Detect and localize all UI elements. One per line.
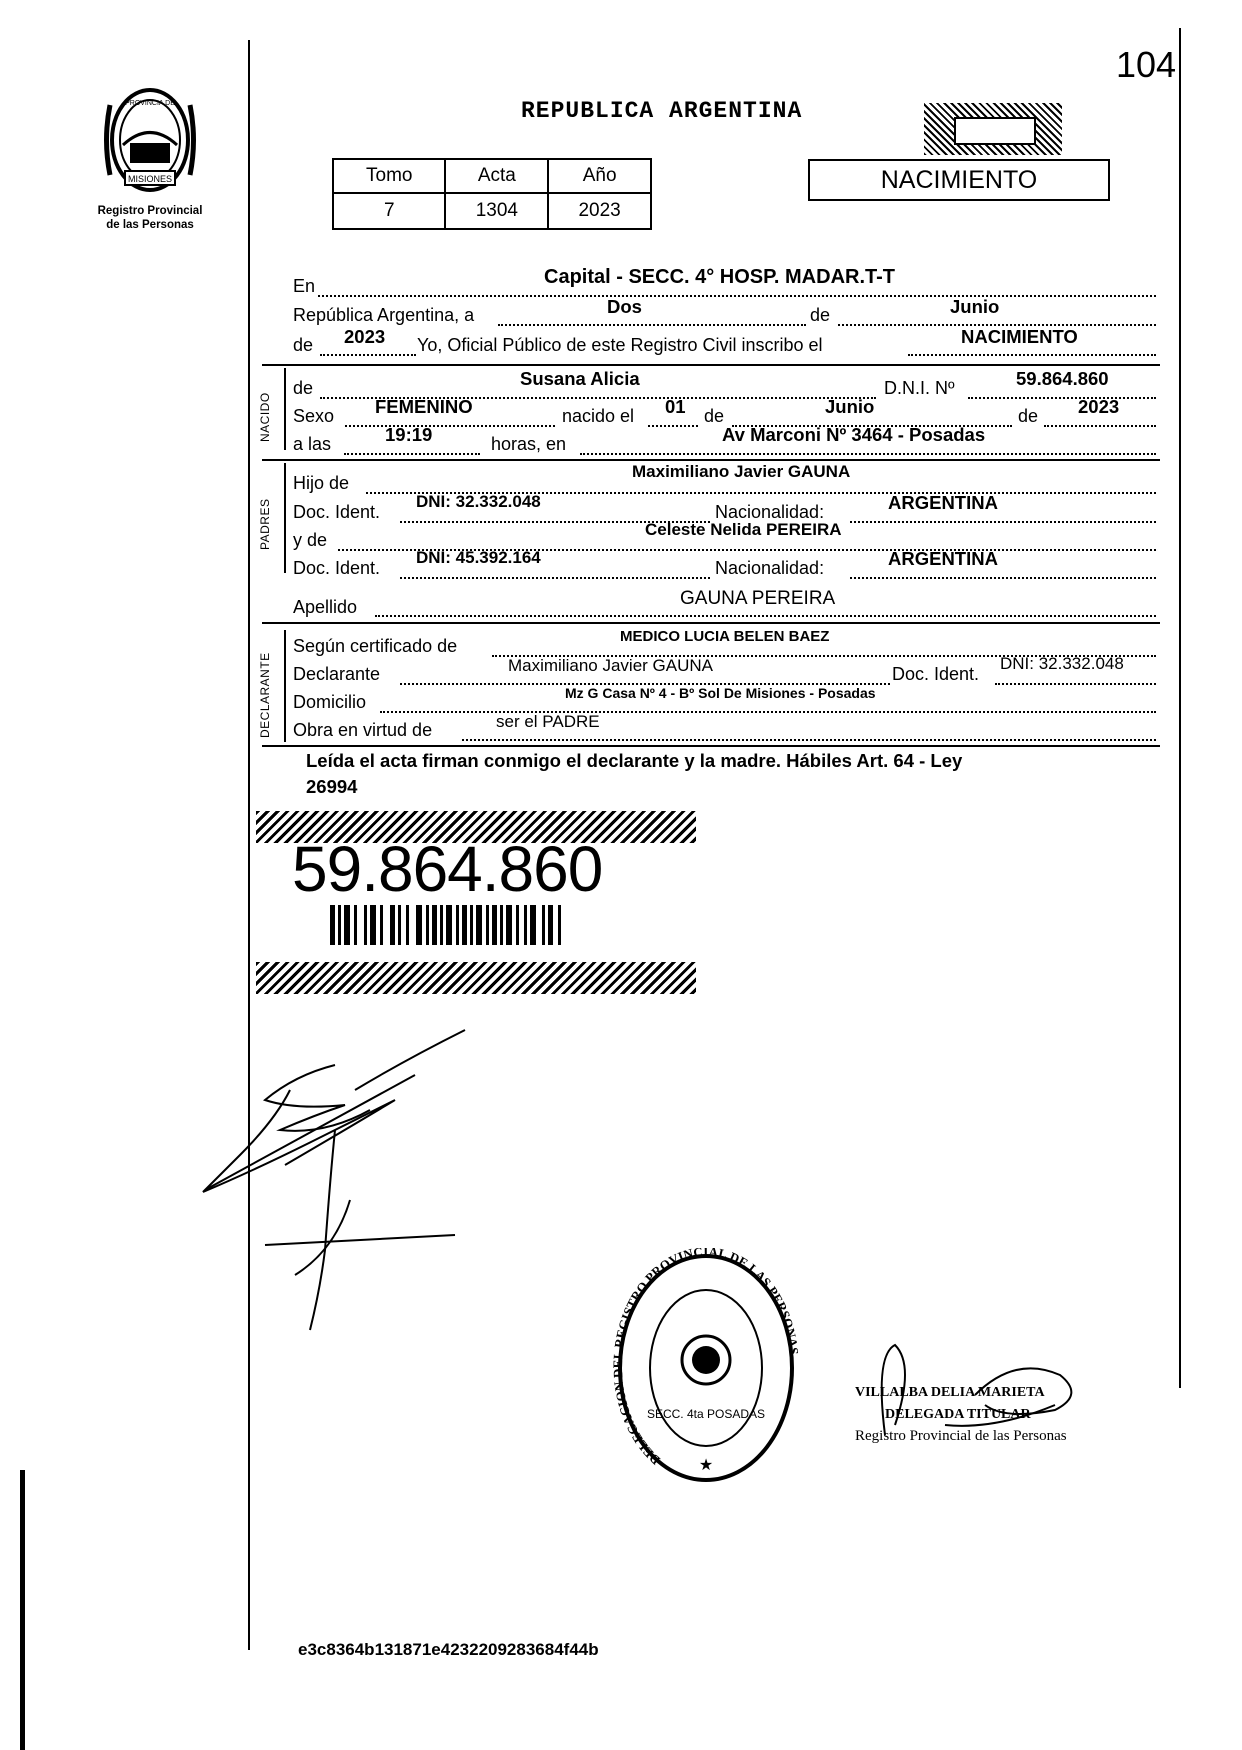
- birth-year: 2023: [1078, 396, 1120, 417]
- act-type: NACIMIENTO: [961, 326, 1078, 347]
- dots-line: [344, 453, 480, 455]
- section-bracket: [284, 463, 286, 573]
- svg-text:★: ★: [698, 1457, 714, 1474]
- declarant-signature: [195, 1020, 525, 1340]
- en-label: En: [293, 276, 316, 296]
- child-dni: 59.864.860: [1016, 368, 1109, 389]
- registry-place: Capital - SECC. 4° HOSP. MADAR.T-T: [544, 266, 896, 288]
- right-margin-rule: [1179, 28, 1181, 1388]
- svg-text:PROVINCIA DE: PROVINCIA DE: [125, 100, 175, 107]
- apellido-value: GAUNA PEREIRA: [680, 588, 836, 609]
- father-doc-label: Doc. Ident.: [293, 502, 381, 522]
- official-registry: Registro Provincial de las Personas: [855, 1428, 1067, 1444]
- acta-value: 1304: [445, 193, 548, 229]
- svg-text:SECC. 4ta POSADAS: SECC. 4ta POSADAS: [646, 1407, 766, 1421]
- registration-day-word: Dos: [607, 296, 642, 317]
- a-las-label: a las: [293, 434, 332, 454]
- left-margin-rule: [248, 40, 250, 1650]
- dots-line: [375, 615, 1156, 617]
- page-number: 104: [1116, 44, 1177, 85]
- domicilio-label: Domicilio: [293, 692, 367, 712]
- dots-line: [968, 397, 1156, 399]
- section-divider: [262, 745, 1160, 747]
- apellido-label: Apellido: [293, 597, 358, 617]
- document-hash: e3c8364b131871e4232209283684f44b: [298, 1640, 599, 1659]
- obra-label: Obra en virtud de: [293, 720, 433, 740]
- certificado-label: Según certificado de: [293, 636, 458, 656]
- scan-edge-mark: [20, 1470, 25, 1750]
- father-nationality-label: Nacionalidad:: [715, 502, 825, 522]
- father-name: Maximiliano Javier GAUNA: [632, 462, 851, 481]
- logo-caption-2: de las Personas: [106, 219, 194, 231]
- id-stamp-number: 59.864.860: [292, 833, 603, 905]
- barcode: [330, 905, 570, 945]
- birth-month: Junio: [825, 396, 875, 417]
- official-title: DELEGADA TITULAR: [885, 1407, 1031, 1422]
- tomo-value: 7: [333, 193, 445, 229]
- dni-label: D.N.I. Nº: [884, 378, 955, 398]
- section-divider: [262, 459, 1160, 461]
- horas-label: horas, en: [491, 434, 567, 454]
- birth-de-label: de: [704, 406, 725, 426]
- dots-line: [850, 521, 1156, 523]
- republica-label: República Argentina, a: [293, 305, 475, 325]
- official-seal: [612, 1248, 800, 1488]
- declarant-doc: DNI: 32.332.048: [1000, 654, 1124, 673]
- nacido-section-label: NACIDO: [258, 392, 272, 442]
- mother-name: Celeste Nelida PEREIRA: [645, 520, 842, 539]
- section-divider: [262, 622, 1160, 624]
- mother-nationality-label: Nacionalidad:: [715, 558, 825, 578]
- y-de-label: y de: [293, 530, 328, 550]
- dots-line: [400, 577, 710, 579]
- father-doc: DNI: 32.332.048: [416, 492, 541, 511]
- dots-line: [1044, 425, 1156, 427]
- security-band-bottom: [256, 962, 696, 994]
- birth-de-label-2: de: [1018, 406, 1039, 426]
- mother-doc: DNI: 45.392.164: [416, 548, 541, 567]
- padres-section-label: PADRES: [258, 498, 272, 550]
- nacido-de-label: de: [293, 378, 314, 398]
- section-divider: [262, 364, 1160, 366]
- mother-doc-label: Doc. Ident.: [293, 558, 381, 578]
- document-title: REPUBLICA ARGENTINA: [521, 98, 803, 124]
- svg-text:DELEGACION DEL REGISTRO PROVIN: DELEGACION REGISTRO PROVINCIAL DE LAS PERSONA: [612, 1248, 800, 1468]
- declarant-name: Maximiliano Javier GAUNA: [508, 656, 713, 675]
- dots-line: [320, 354, 416, 356]
- document-type-box: NACIMIENTO: [808, 159, 1110, 201]
- dots-line: [850, 577, 1156, 579]
- section-bracket: [284, 368, 286, 450]
- closing-statement-line-2: 26994: [306, 776, 358, 797]
- dots-line: [462, 739, 1156, 741]
- dots-line: [995, 683, 1156, 685]
- registry-table: [332, 158, 652, 230]
- dots-line: [498, 324, 806, 326]
- security-stamp: [924, 103, 1062, 155]
- year-prefix-label: de: [293, 335, 314, 355]
- birth-time: 19:19: [385, 424, 433, 445]
- father-nationality: ARGENTINA: [888, 492, 998, 513]
- logo-caption-1: Registro Provincial: [97, 205, 203, 217]
- svg-text:MISIONES: MISIONES: [127, 174, 173, 184]
- anio-value: 2023: [548, 193, 651, 229]
- anio-header: Año: [548, 159, 651, 193]
- mother-nationality: ARGENTINA: [888, 548, 998, 569]
- declarante-section-label: DECLARANTE: [258, 652, 272, 738]
- dots-line: [345, 425, 555, 427]
- hijo-de-label: Hijo de: [293, 473, 350, 493]
- dots-line: [908, 354, 1156, 356]
- dots-line: [648, 425, 698, 427]
- child-name: Susana Alicia: [520, 368, 640, 389]
- de-label: de: [810, 305, 831, 325]
- domicilio-value: Mz G Casa Nº 4 - Bº Sol De Misiones - Posadas: [565, 685, 876, 701]
- sexo-label: Sexo: [293, 406, 335, 426]
- tomo-header: Tomo: [333, 159, 445, 193]
- acta-header: Acta: [445, 159, 548, 193]
- declarant-doc-label: Doc. Ident.: [892, 664, 980, 684]
- oficial-statement: Yo, Oficial Público de este Registro Civil inscribo el: [417, 335, 823, 355]
- obra-value: ser el PADRE: [496, 712, 600, 731]
- section-bracket: [284, 630, 286, 742]
- closing-statement-line-1: Leída el acta firman conmigo el declarante y la madre. Hábiles Art. 64 - Ley: [306, 750, 963, 771]
- nacido-el-label: nacido el: [562, 406, 635, 426]
- official-name: VILLALBA DELIA MARIETA: [855, 1385, 1045, 1400]
- child-sex: FEMENINO: [375, 396, 473, 417]
- dots-line: [580, 453, 1156, 455]
- registry-logo: [95, 85, 205, 195]
- registration-month: Junio: [950, 296, 1000, 317]
- birth-place: Av Marconi Nº 3464 - Posadas: [722, 424, 986, 445]
- certificate-value: MEDICO LUCIA BELEN BAEZ: [620, 628, 830, 645]
- birth-day: 01: [665, 396, 686, 417]
- registration-year: 2023: [344, 326, 386, 347]
- dots-line: [318, 295, 1156, 297]
- declarante-label: Declarante: [293, 664, 381, 684]
